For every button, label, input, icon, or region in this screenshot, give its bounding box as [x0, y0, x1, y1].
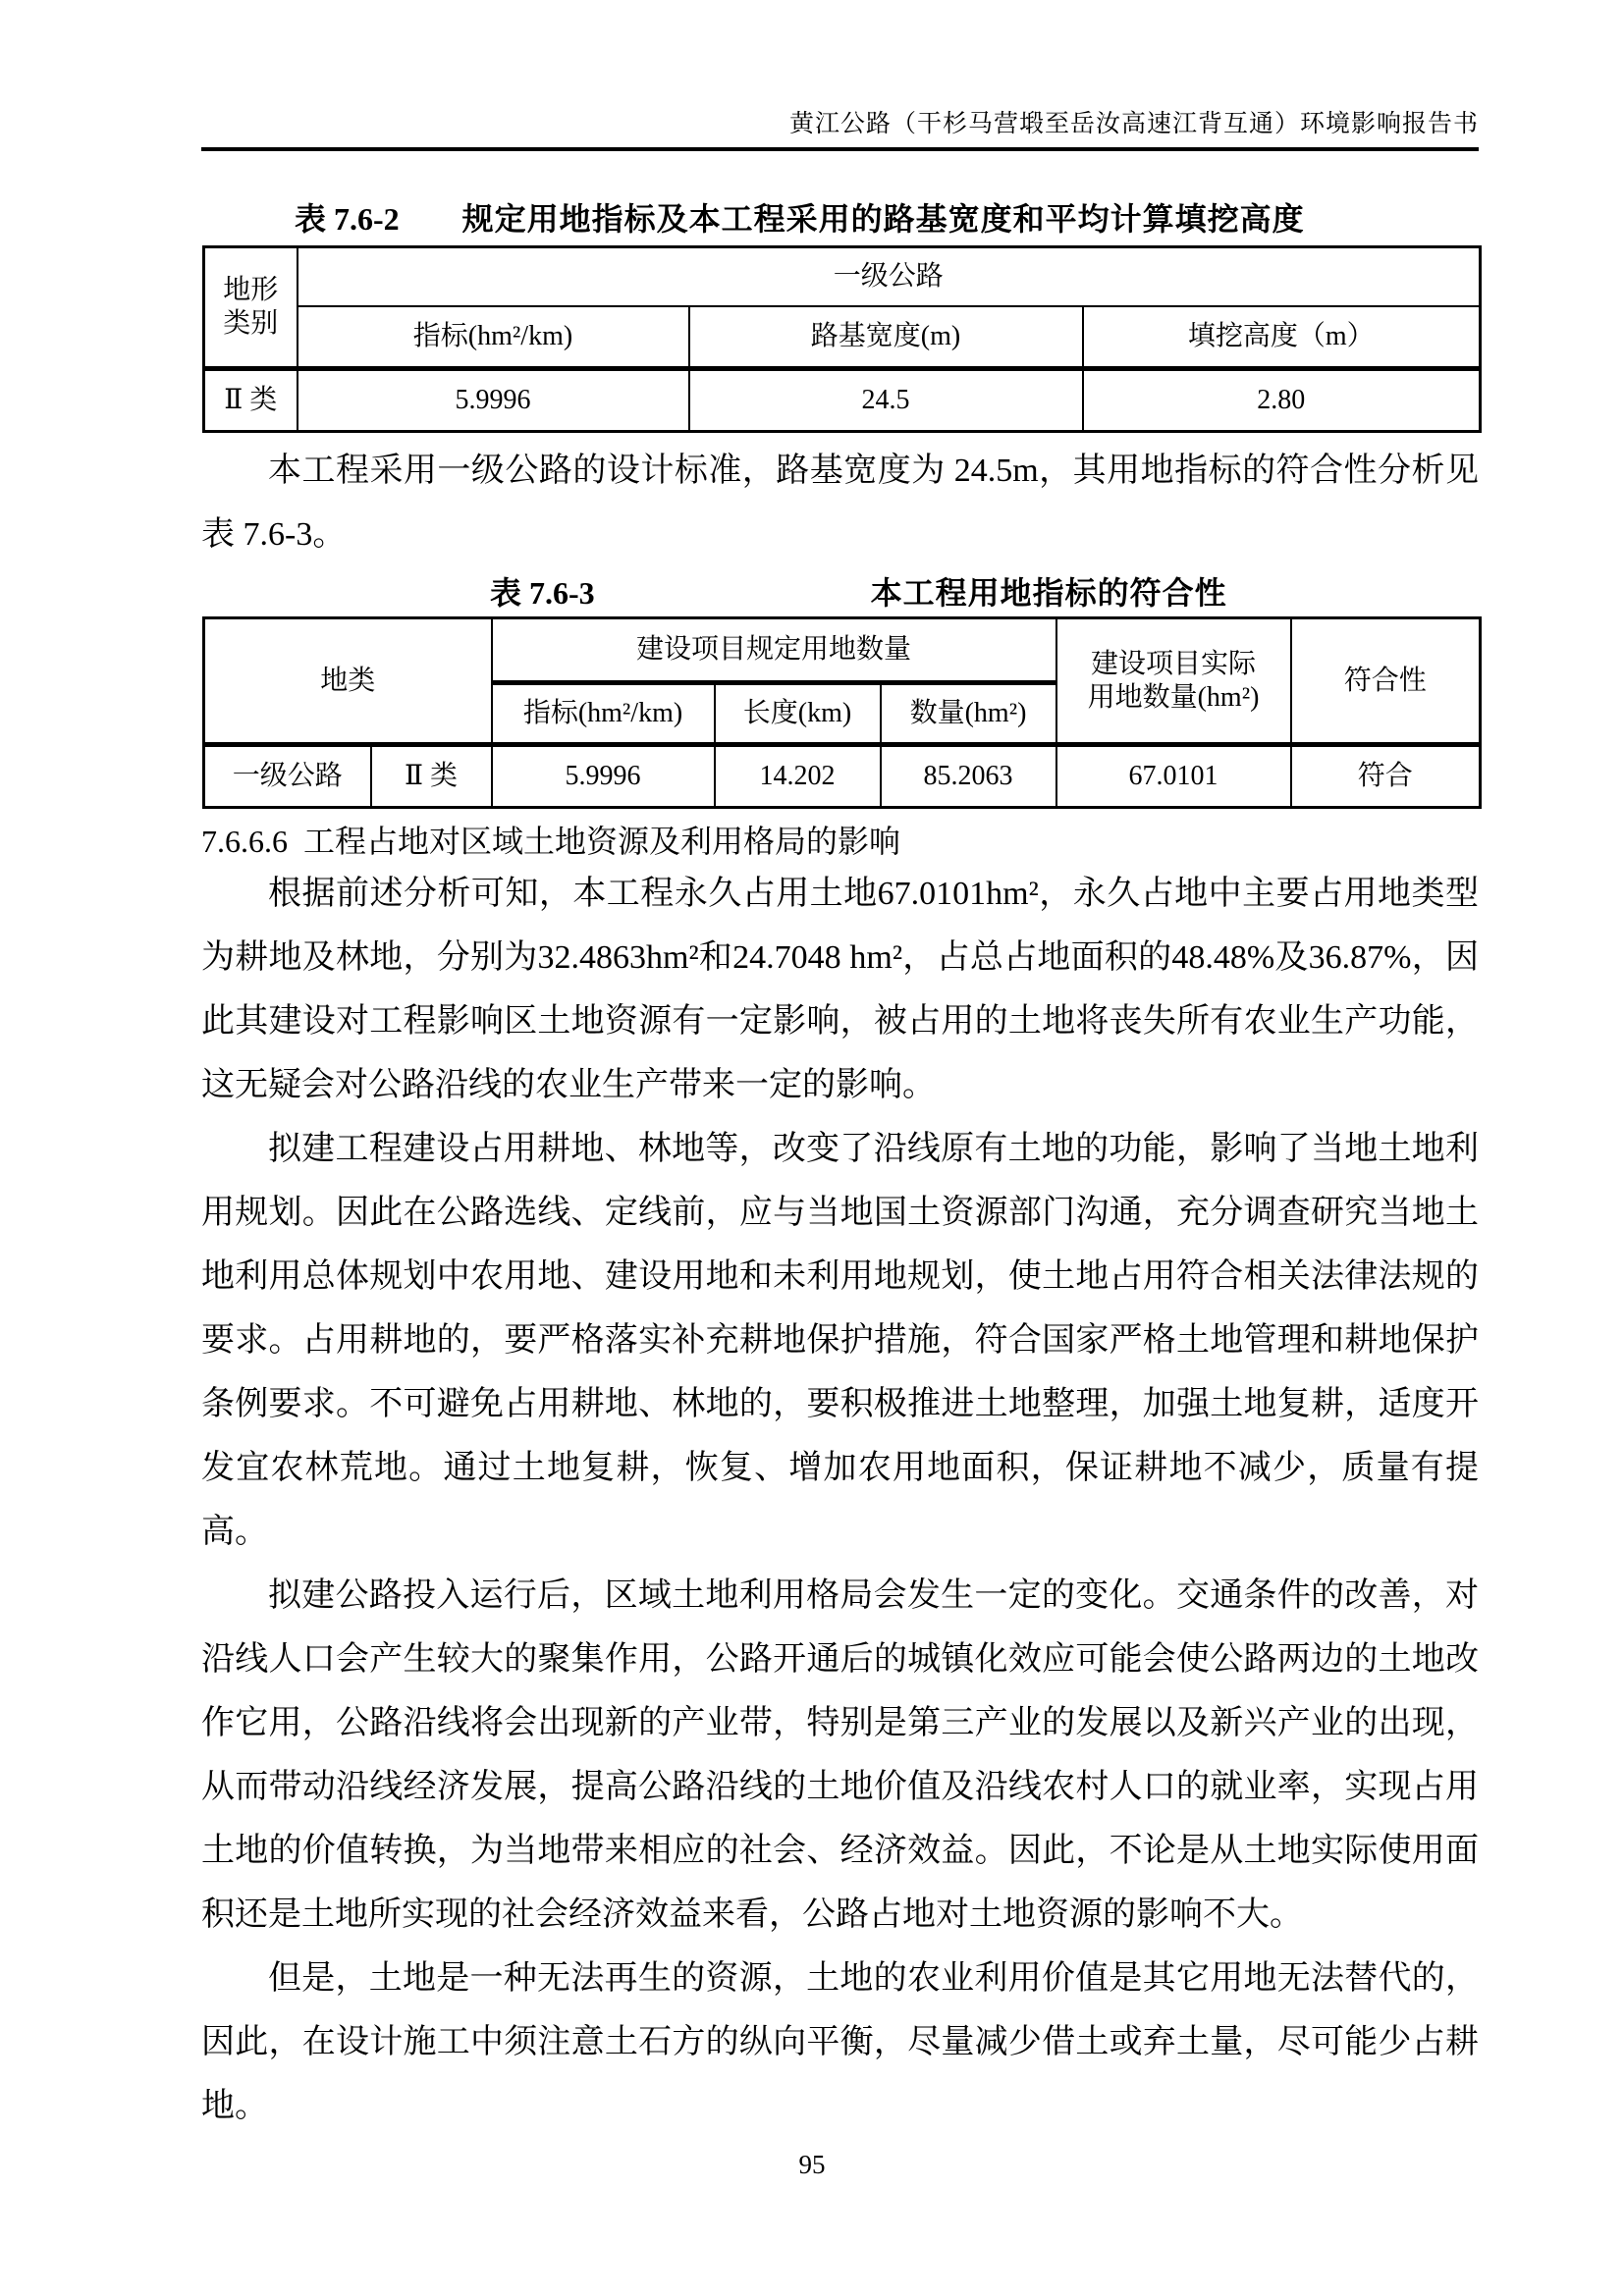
body-paragraph-3: 拟建公路投入运行后，区域土地利用格局会发生一定的变化。交通条件的改善，对沿线人口会产生较大的聚集作用，公路开通后的城镇化效应可能会使公路两边的土地改作它用，公路沿线将会出现新的产业带，特别是第三产业的发展以及新兴产业的出现，从而带动沿线经济发展，提高公路沿线的土地价值及沿线农村人口的就业率，实现占用土地的价值转换，为当地带来相应的社会、经济效益。因此，不论是从土地实际使用面积还是土地所实现的社会经济效益来看，公路占地对土地资源的影响不大。: [201, 1577, 1479, 1933]
t763-header-indicator: 指标(hm²/km): [492, 683, 715, 745]
table-762-caption-title: 规定用地指标及本工程采用的路基宽度和平均计算填挖高度: [461, 201, 1305, 237]
table-762-caption-label: 表 7.6-2: [295, 201, 400, 237]
body-paragraph-4: 但是，土地是一种无法再生的资源，土地的农业利用价值是其它用地无法替代的，因此，在设计施工中须注意土石方的纵向平衡，尽量减少借土或弃土量，尽可能少占耕地。: [201, 1960, 1479, 2124]
t762-header-fill-height: 填挖高度（m）: [1083, 306, 1481, 369]
t762-row-fill-height: 2.80: [1083, 369, 1481, 432]
t762-header-roadbed-width: 路基宽度(m): [689, 306, 1083, 369]
t763-header-planned-quantity: 建设项目规定用地数量: [492, 618, 1056, 683]
t763-header-land-type: 地类: [204, 618, 492, 745]
body-paragraph-1: 根据前述分析可知，本工程永久占用土地67.0101hm²，永久占地中主要占用地类型为耕地及林地，分别为32.4863hm²和24.7048 hm²，占总占地面积的48.48%及36.87%，因此其建设对工程影响区土地资源有一定影响，被占用的土地将丧失所有农业生产功能，这无疑会对公路沿线的农业生产带来一定的影响。: [201, 876, 1479, 1103]
report-header-title: 黄江公路（干杉马营塅至岳汝高速江背互通）环境影响报告书: [788, 111, 1479, 137]
page-footer: [0, 2150, 1624, 2180]
t763-header-quantity: 数量(hm²): [881, 683, 1056, 745]
table-763-caption-label: 表 7.6-3: [490, 575, 595, 611]
t763-row-compliance: 符合: [1291, 745, 1481, 808]
t763-header-length: 长度(km): [715, 683, 881, 745]
t763-row-indicator: 5.9996: [492, 745, 715, 808]
t763-row-road-grade: 一级公路: [204, 745, 371, 808]
t763-row-actual: 67.0101: [1056, 745, 1291, 808]
table-762: [202, 245, 1482, 433]
t762-header-indicator: 指标(hm²/km): [298, 306, 689, 369]
table-763: [202, 616, 1482, 809]
t762-row-indicator: 5.9996: [298, 369, 689, 432]
t762-row-roadbed-width: 24.5: [689, 369, 1083, 432]
t763-header-actual-quantity: 建设项目实际用地数量(hm²): [1056, 618, 1291, 745]
t763-row-quantity: 85.2063: [881, 745, 1056, 808]
t762-header-road-class: 一级公路: [298, 247, 1481, 307]
intro-paragraph: 本工程采用一级公路的设计标准，路基宽度为 24.5m，其用地指标的符合性分析见表 7.6-3。: [201, 453, 1479, 553]
t762-header-terrain: 地形类别: [204, 247, 298, 369]
page-number: 95: [798, 2150, 826, 2179]
t763-row-terrain-type: Ⅱ 类: [371, 745, 492, 808]
table-763-caption: [201, 574, 1479, 612]
body-text: [201, 862, 1479, 2138]
header-rule: [201, 147, 1479, 151]
body-paragraph-2: 拟建工程建设占用耕地、林地等，改变了沿线原有土地的功能，影响了当地土地利用规划。因此在公路选线、定线前，应与当地国土资源部门沟通，充分调查研究当地土地利用总体规划中农用地、建设用地和未利用地规划，使土地占用符合相关法律法规的要求。占用耕地的，要严格落实补充耕地保护措施，符合国家严格土地管理和耕地保护条例要求。不可避免占用耕地、林地的，要积极推进土地整理，加强土地复耕，适度开发宜农林荒地。通过土地复耕，恢复、增加农用地面积，保证耕地不减少，质量有提高。: [201, 1131, 1479, 1550]
table-762-caption: [201, 200, 1479, 238]
section-heading: 7.6.6.6 工程占地对区域土地资源及利用格局的影响: [201, 824, 901, 859]
table-763-caption-title: 本工程用地指标的符合性: [870, 575, 1227, 611]
t762-row-terrain-type: Ⅱ 类: [204, 369, 298, 432]
t763-header-compliance: 符合性: [1291, 618, 1481, 745]
t763-row-length: 14.202: [715, 745, 881, 808]
